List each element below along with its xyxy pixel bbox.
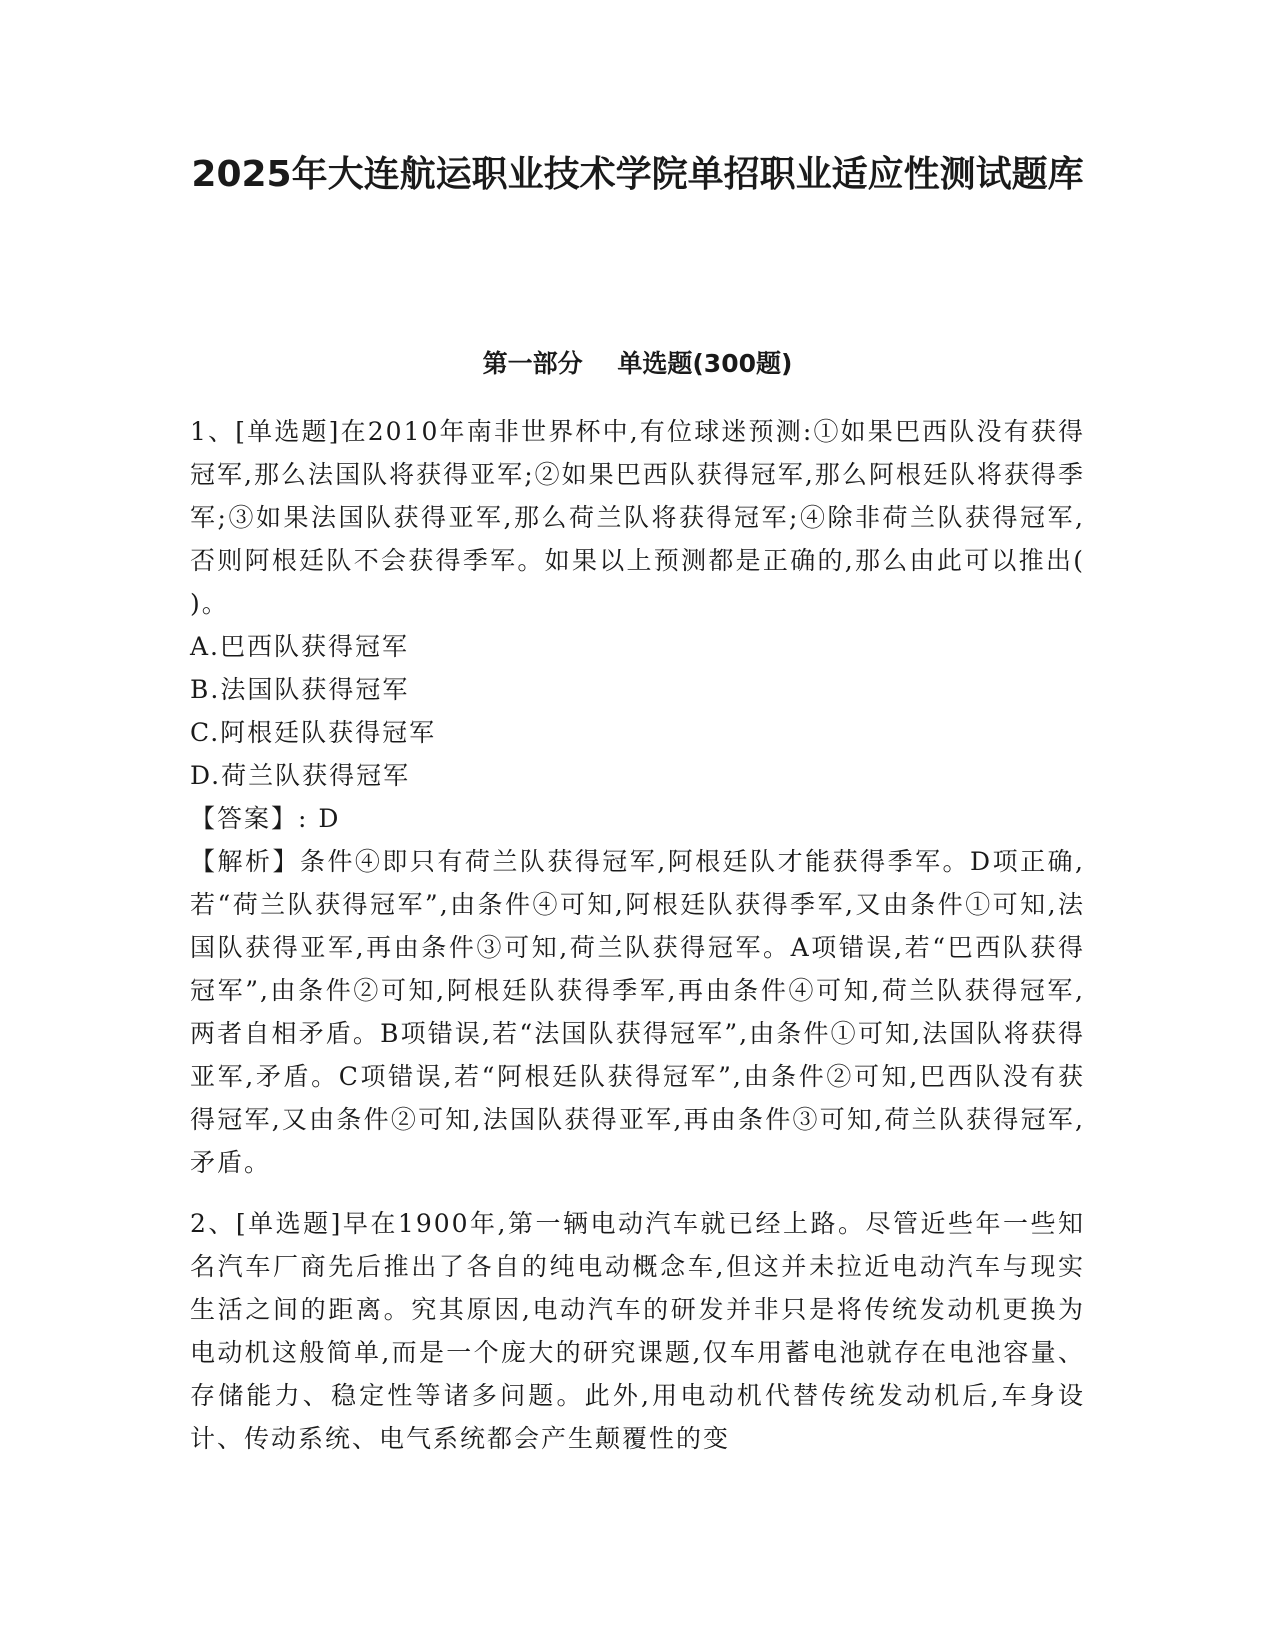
document-title: 2025年大连航运职业技术学院单招职业适应性测试题库 [191, 154, 1084, 195]
question-stem: 2、[单选题]早在1900年,第一辆电动汽车就已经上路。尽管近些年一些知名汽车厂商先后推出了各自的纯电动概念车,但这并未拉近电动汽车与现实生活之间的距离。究其原因,电动汽车的研发并非只是将传统发动机更换为电动机这般简单,而是一个庞大的研究课题,仅车用蓄电池就存在电池容量、存储能力、稳定性等诸多问题。此外,用电动机代替传统发动机后,车身设计、传动系统、电气系统都会产生颠覆性的变 [190, 1209, 1085, 1453]
analysis-label: 【解析】 [190, 847, 300, 876]
option-b: B.法国队获得冠军 [190, 675, 410, 704]
question-list [190, 410, 1085, 1478]
question-1 [190, 410, 1085, 1184]
option-d: D.荷兰队获得冠军 [190, 761, 411, 790]
option-c: C.阿根廷队获得冠军 [190, 718, 437, 747]
question-2 [190, 1202, 1085, 1460]
analysis [190, 840, 1085, 1184]
answer-separator: : [298, 804, 309, 833]
answer-line [190, 797, 1085, 840]
question-stem: 1、[单选题]在2010年南非世界杯中,有位球迷预测:①如果巴西队没有获得冠军,那么法国队将获得亚军;②如果巴西队获得冠军,那么阿根廷队将获得季军;③如果法国队获得亚军,那么荷兰队将获得冠军;④除非荷兰队获得冠军,否则阿根廷队不会获得季军。如果以上预测都是正确的,那么由此可以推出( )。 [190, 417, 1085, 618]
section-heading: 第一部分 单选题(300题) [482, 349, 793, 378]
option-a: A.巴西队获得冠军 [190, 632, 410, 661]
answer-label: 【答案】 [190, 804, 299, 833]
analysis-text: 条件④即只有荷兰队获得冠军,阿根廷队才能获得季军。D项正确,若“荷兰队获得冠军”,由条件④可知,阿根廷队获得季军,又由条件①可知,法国队获得亚军,再由条件③可知,荷兰队获得冠军。A项错误,若“巴西队获得冠军”,由条件②可知,阿根廷队获得季军,再由条件④可知,荷兰队获得冠军,两者自相矛盾。B项错误,若“法国队获得冠军”,由条件①可知,法国队将获得亚军,矛盾。C项错误,若“阿根廷队获得冠军”,由条件②可知,巴西队没有获得冠军,又由条件②可知,法国队获得亚军,再由条件③可知,荷兰队获得冠军,矛盾。 [190, 847, 1085, 1177]
answer-value: D [318, 804, 341, 833]
